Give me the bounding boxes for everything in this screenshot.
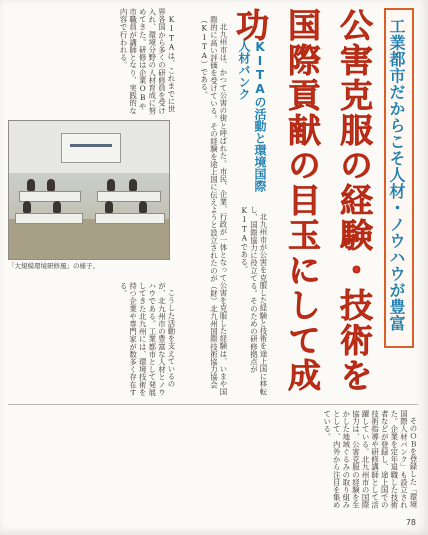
- photo-person: [53, 201, 61, 213]
- section-divider: [8, 404, 418, 405]
- body-column-e: [8, 410, 418, 514]
- photo-caption: 「大規模環境研修風」の様子。: [8, 262, 99, 270]
- body-column-b: [180, 16, 228, 398]
- headline: 公害克服の経験・技術を国際貢献の目玉にして成功: [231, 8, 374, 393]
- body-column-c: [8, 8, 176, 116]
- photo-floor: [9, 219, 169, 259]
- photo-person: [139, 201, 147, 213]
- photo-table: [95, 213, 165, 224]
- photo-person: [23, 201, 31, 213]
- kicker-box: [384, 8, 414, 348]
- photo-person: [27, 179, 35, 191]
- body-text-e: そのＯＢを登録した「環境国際人材バンク」も設立された。企業を定年退職した技術者などが登録し、途上国での技術指導や研修講師として活躍している。北九州市の国際協力は、公害克服の経験を生かした地域ぐるみの取り組みとして、内外から注目を集めている。: [322, 410, 418, 509]
- body-text-c: KITAは、これまでに世界各国から多くの研修員を受け入れ、環境分野の人材育成に努めてきた。研修は企業OBや市職員が講師となり、実践的な内容で行われる。: [119, 8, 176, 115]
- photo-board: [61, 133, 121, 163]
- body-column-d: [8, 282, 176, 400]
- body-text-d: こうした活動を支えているのが、北九州市の豊富な人材とノウハウである。工業都市として発展してきた北九州には、環境技術を持つ企業や専門家が数多く存在する。: [119, 282, 176, 396]
- photo-table: [15, 213, 83, 224]
- seminar-photo: [8, 120, 170, 260]
- photo-person: [105, 201, 113, 213]
- photo-person: [107, 179, 115, 191]
- photo-person: [129, 179, 137, 191]
- photo-person: [47, 179, 55, 191]
- kicker-text: 工業都市だからこそ人材・ノウハウが豊富: [387, 18, 406, 332]
- page-number: 78: [405, 518, 416, 527]
- body-text-b: 北九州市は、かつて公害の街と呼ばれた。市民、企業、行政が一体となって公害を克服した経験は、いまや国際的に高い評価を受けている。その経験を途上国に伝えようと設立されたのが（財）北九州国際技術協力協会（KITA）である。: [199, 16, 228, 396]
- body-text-a: 北九州市が公害を克服した経験と技術を途上国に移転し、国際協力に役立てる。そのための研修拠点がKITAである。: [239, 206, 268, 396]
- body-column-a: [232, 206, 268, 396]
- subhead: KITAの活動と環境国際人材バンク: [237, 40, 267, 192]
